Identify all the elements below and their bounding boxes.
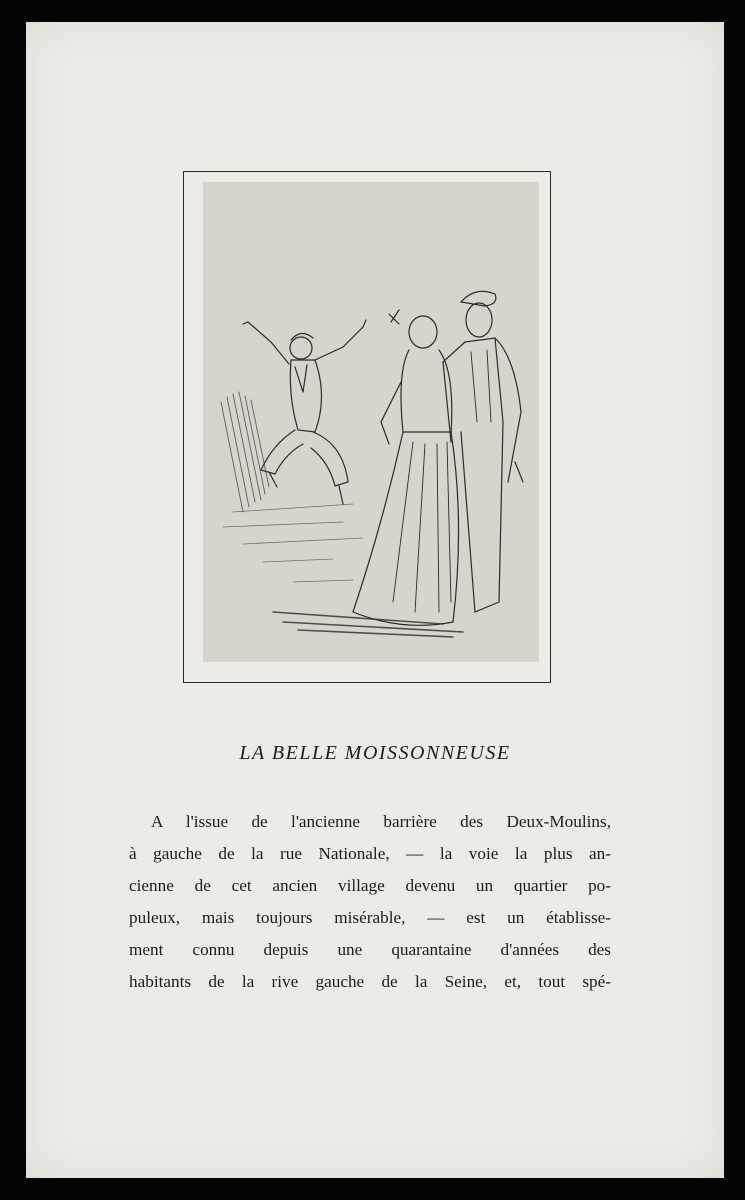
chapter-title: LA BELLE MOISSONNEUSE: [239, 742, 511, 764]
etching-dancing-boy-and-couple-icon: [203, 182, 539, 662]
text-line: à gauche de la rue Nationale, — la voie la plus an-: [129, 844, 611, 863]
book-page: [26, 22, 724, 1178]
text-line: puleux, mais toujours misérable, — est un établisse-: [129, 908, 611, 927]
body-paragraph: [129, 806, 611, 998]
etching-illustration: [203, 182, 539, 662]
text-line: A l'issue de l'ancienne barrière des Deux-Moulins,: [151, 812, 611, 831]
text-line: ment connu depuis une quarantaine d'années des: [129, 940, 611, 959]
text-line: cienne de cet ancien village devenu un quartier po-: [129, 876, 611, 895]
text-line: habitants de la rive gauche de la Seine, et, tout spé-: [129, 972, 611, 991]
